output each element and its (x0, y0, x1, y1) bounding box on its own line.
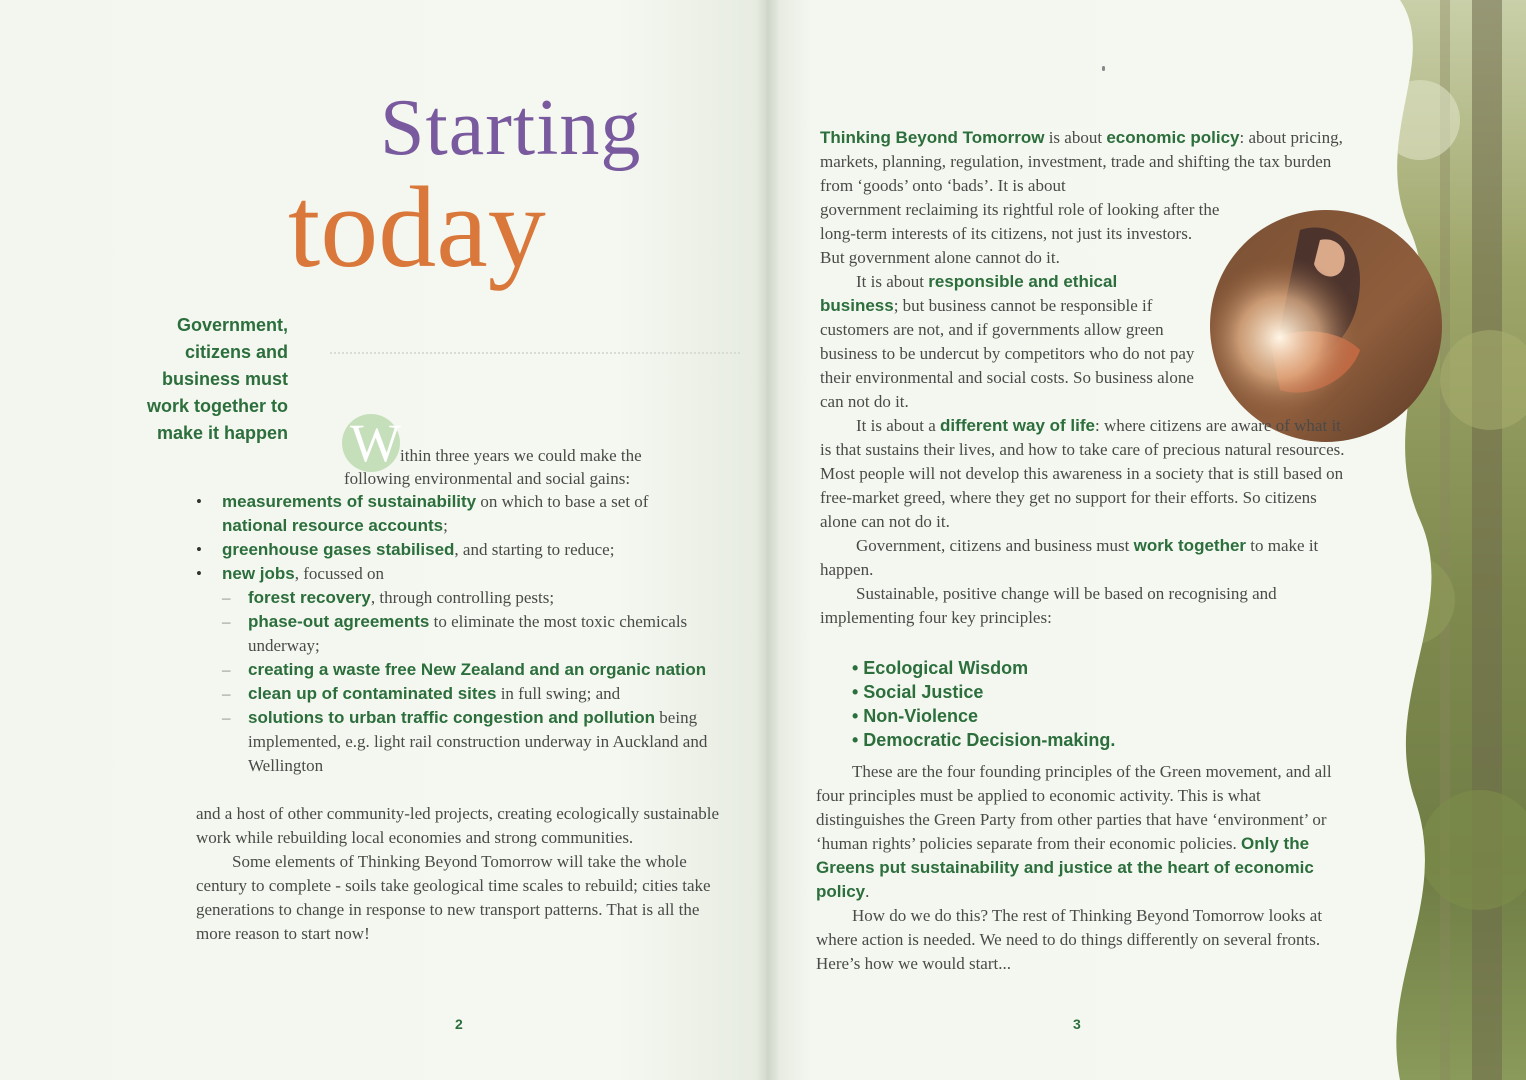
dropcap-letter: W (350, 413, 401, 473)
page-number-left: 2 (455, 1016, 463, 1032)
list-item: • greenhouse gases stabilised, and starting to reduce; (196, 540, 615, 559)
pull-quote-line: work together to (146, 396, 288, 416)
sub-list-item: – clean up of contaminated sites in full swing; and (222, 684, 621, 703)
paragraph-economic-policy: Thinking Beyond Tomorrow is about economic policy: about pricing, markets, planning, regulation, investment, trade and shifting the tax burden from ‘goods’ onto ‘bads’. It is about (820, 128, 1343, 195)
intro-line-2: following environmental and social gains: (344, 469, 631, 488)
principle-item: • Non-Violence (852, 706, 978, 726)
title-starting: Starting (380, 84, 642, 172)
paragraph: Some elements of Thinking Beyond Tomorrow will take the whole century to complete - soils take geological time scales to rebuild; cities take generations to change in response to new transport patterns. That is all the more reason to start now! (196, 852, 711, 943)
right-body-text (820, 126, 1350, 630)
page-number-right: 3 (1073, 1016, 1081, 1032)
page-gutter (756, 0, 780, 1080)
intro-line-1: ithin three years we could make the (400, 446, 642, 465)
paragraph-principles-intro: Sustainable, positive change will be based on recognising and implementing four key principles: (820, 584, 1277, 627)
paragraph-business: It is about responsible and ethical business; but business cannot be responsible if customers are not, and if governments allow green business to be undercut by competitors who do not pay their environmental and social costs. So business alone can not do it. (820, 272, 1195, 411)
pull-quote-line: business must (161, 369, 288, 389)
paragraph-how-we-start: How do we do this? The rest of Thinking Beyond Tomorrow looks at where action is needed. We need to do things differently on several fronts. Here’s how we would start... (816, 906, 1323, 973)
principles-list (852, 656, 1252, 752)
list-item: • new jobs, focussed on (196, 564, 384, 583)
principle-item: • Democratic Decision-making. (852, 730, 1116, 750)
pull-quote-line: make it happen (156, 423, 288, 443)
principle-item: • Ecological Wisdom (852, 658, 1029, 678)
principle-item: • Social Justice (852, 682, 984, 702)
right-body-text-bottom (816, 760, 1346, 976)
paragraph: and a host of other community-led projects, creating ecologically sustainable work while rebuilding local economies and strong communities. (196, 804, 720, 847)
sidebar-pull-quote (110, 312, 288, 447)
pull-quote-line: Government, (176, 315, 288, 335)
title-today: today (288, 164, 546, 292)
intro-paragraph (344, 444, 724, 490)
list-item: • measurements of sustainability on which to base a set of national resource accounts; (196, 492, 649, 535)
paragraph-founding-principles: These are the four founding principles of the Green movement, and all four principles must be applied to economic activity. This is what distinguishes the Green Party from other parties that have ‘environment’ or ‘human rights’ policies separate from their economic policies. Only the Greens put sustainability and justice at the heart of economic policy. (816, 762, 1332, 901)
sub-list-item: – phase-out agreements to eliminate the most toxic chemicals underway; (222, 612, 688, 655)
sub-list-item: – solutions to urban traffic congestion and pollution being implemented, e.g. light rail construction underway in Auckland and Wellington (222, 708, 708, 775)
paragraph-work-together: Government, citizens and business must work together to make it happen. (820, 536, 1319, 579)
left-body-text (196, 802, 726, 946)
sub-list-item: – forest recovery, through controlling pests; (222, 588, 555, 607)
pull-quote-line: citizens and (184, 342, 288, 362)
gains-list (196, 490, 726, 778)
dotted-divider (330, 352, 740, 354)
forest-photo (1380, 0, 1526, 1080)
paragraph-way-of-life: It is about a different way of life: where citizens are aware of what it is that sustains their lives, and how to take care of precious natural resources. Most people will not develop this awareness in a society that is still based on free-market greed, where they get no support for their efforts. So citizens alone can not do it. (820, 416, 1345, 531)
paragraph-government-role: government reclaiming its rightful role of looking after the long-term interests of its citizens, not just its investors. But government alone cannot do it. (820, 200, 1220, 267)
speck-mark (1102, 66, 1105, 71)
sub-list-item: – creating a waste free New Zealand and an organic nation (222, 660, 707, 679)
